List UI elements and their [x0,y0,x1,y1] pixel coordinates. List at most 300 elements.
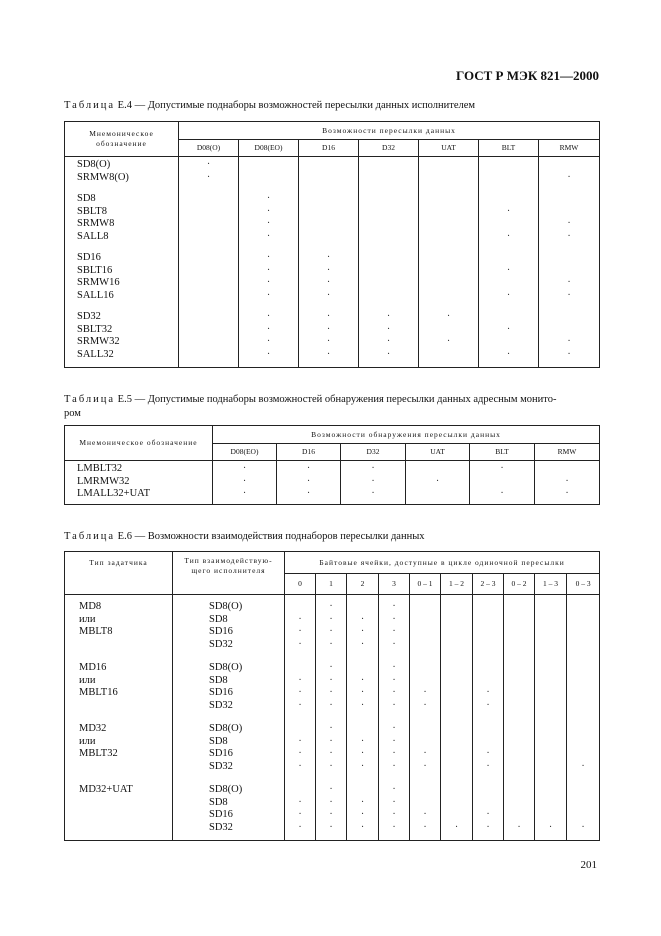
mark-group [504,723,534,773]
capability-mark [359,252,418,265]
master-type: MD8 [79,601,102,612]
table-e6-mark-cell [441,595,473,841]
byte-lane-mark [441,748,472,761]
byte-lane-mark [410,736,440,749]
mark-group [479,252,538,302]
group-gap [479,302,538,311]
subset-name: SBLT32 [77,323,113,335]
byte-lane-mark: · [329,699,333,711]
group-gap [316,712,346,723]
byte-lane-mark: · [329,784,333,795]
capability-mark: · [506,230,511,242]
group-gap [299,243,358,252]
capability-mark: · [326,323,331,335]
table-e5-mark-cell [535,461,600,505]
master-group [79,601,172,651]
name-group [77,193,178,243]
mark-group [347,784,378,834]
table-e4-mark-cell [419,157,479,368]
subset-name: SD8(O) [77,159,111,170]
table-e5-col-header: D08(EO) [213,443,277,461]
byte-lane-mark: · [329,748,333,759]
group-gap [77,243,178,252]
capability-mark: · [500,488,504,499]
capability-mark: · [326,348,331,360]
byte-lane-mark: · [298,760,302,772]
byte-lane-mark [473,626,503,639]
table-e6-slave-cell [173,595,285,841]
mark-group [285,784,315,834]
slave-type: SD32 [209,638,233,650]
group-gap [179,302,238,311]
byte-lane-mark [441,761,472,774]
mark-group [419,159,478,184]
mark-group [410,784,440,834]
byte-lane-mark [535,784,566,797]
mark-group [359,311,418,361]
byte-lane-mark: · [360,748,365,759]
master-type [79,761,172,774]
table-e4-mark-cell [479,157,539,368]
capability-mark [419,193,478,206]
group-gap [441,773,472,784]
capability-mark [179,193,238,206]
mark-group [504,784,534,834]
byte-lane-mark [347,723,378,736]
capability-mark: · [567,336,571,347]
capability-mark: · [266,323,271,335]
mark-group [539,311,599,361]
table-e4-col-header: BLT [479,139,539,157]
byte-lane-mark [504,614,534,627]
byte-lane-mark [504,700,534,713]
master-type: MBLT16 [79,687,118,698]
capability-mark [535,463,599,476]
capability-mark [179,349,238,362]
byte-lane-mark [535,700,566,713]
group-gap [359,184,418,193]
table-e6-caption [64,530,600,544]
capability-mark: · [371,488,375,499]
byte-lane-mark [504,601,534,614]
capability-mark [406,463,469,476]
capability-mark [359,277,418,290]
table-e5-mark-cell [213,461,277,505]
byte-lane-mark [285,662,315,675]
table-e6-col-header: 1 – 3 [535,573,567,595]
byte-lane-mark [567,748,599,761]
table-e4-name-cell [65,157,179,368]
mark-group [316,601,346,651]
byte-lane-mark: · [486,699,490,711]
byte-lane-mark [567,723,599,736]
table-e5-col-header: D32 [341,443,406,461]
subset-name: SRMW16 [77,277,120,288]
table-e5-name-cell [65,461,213,505]
byte-lane-mark [567,687,599,700]
byte-lane-mark: · [329,809,333,820]
byte-lane-mark: · [360,735,365,747]
byte-lane-mark [347,784,378,797]
group-gap [209,773,284,784]
capability-mark: · [567,348,571,360]
slave-type: SD32 [209,699,233,711]
table-e4-col-header: UAT [419,139,479,157]
mark-group [567,723,599,773]
mark-group [277,463,340,501]
byte-lane-mark [441,614,472,627]
byte-lane-mark: · [392,626,396,637]
byte-lane-mark: · [423,809,427,820]
capability-mark: · [206,171,211,183]
capability-mark: · [506,323,511,335]
capability-mark: · [371,475,375,487]
capability-mark: · [326,264,331,276]
table-e5-caption [64,393,600,421]
byte-lane-mark: · [423,760,427,772]
slave-type: SD8(O) [209,601,243,612]
table-e6-col-header: 0 – 2 [504,573,535,595]
byte-lane-mark: · [423,699,427,711]
mark-group [406,463,469,501]
byte-lane-mark [535,797,566,810]
table-e6-col-header: 1 [316,573,347,595]
capability-mark [299,159,358,172]
master-type [79,700,172,713]
capability-mark [539,193,599,206]
mark-group [410,601,440,651]
table-e4 [64,121,600,368]
master-type: MBLT8 [79,626,113,637]
capability-mark [539,265,599,278]
name-group [77,252,178,302]
capability-mark [359,265,418,278]
capability-mark [539,159,599,172]
byte-lane-mark [441,601,472,614]
master-type: MD32+UAT [79,784,133,795]
mark-group [347,723,378,773]
byte-lane-mark [441,639,472,652]
master-type [79,822,172,835]
byte-lane-mark [473,797,503,810]
table-e6-mark-cell [410,595,441,841]
group-gap [285,712,315,723]
master-type [79,639,172,652]
table-e5 [64,425,600,505]
table-e6-mark-cell [504,595,535,841]
capability-mark [359,218,418,231]
capability-mark: · [446,336,451,347]
byte-lane-mark: · [392,699,396,711]
byte-lane-mark: · [298,809,302,820]
mark-group [479,193,538,243]
group-gap [347,651,378,662]
capability-mark: · [266,205,271,217]
byte-lane-mark [504,639,534,652]
byte-lane-mark [504,797,534,810]
monitor-subset-name: LMALL32+UAT [77,488,150,499]
capability-mark: · [565,475,569,487]
table-e6-col-header: 2 [347,573,379,595]
byte-lane-mark [441,809,472,822]
byte-lane-mark: · [329,638,333,650]
mark-group [410,662,440,712]
mark-group [473,784,503,834]
byte-lane-mark: · [329,613,333,625]
capability-mark [419,349,478,362]
byte-lane-mark: · [392,748,396,759]
mark-group [179,193,238,243]
group-gap [504,712,534,723]
group-gap [539,184,599,193]
capability-mark: · [266,218,271,229]
slave-type: SD16 [209,809,233,820]
capability-mark: · [266,277,271,288]
mark-group [441,662,472,712]
group-gap [77,184,178,193]
byte-lane-mark: · [360,687,365,698]
table-e5-name-header: Мнемоническое обозначение [65,426,213,461]
subset-name: SBLT8 [77,205,107,217]
slave-type: SD16 [209,748,233,759]
mark-group [359,159,418,184]
mark-group [441,723,472,773]
slave-type: SD8 [209,674,228,686]
capability-mark [479,218,538,231]
mark-group [359,193,418,243]
subset-name: SBLT16 [77,264,113,276]
capability-mark [419,290,478,303]
table-e4-col-header: D08(EO) [239,139,299,157]
group-gap [479,184,538,193]
table-e6-master-header: Тип задатчика [65,552,173,595]
table-e5-mark-cell [277,461,341,505]
group-gap [77,302,178,311]
capability-mark: · [386,323,391,335]
byte-lane-mark [347,662,378,675]
byte-lane-mark: · [486,821,490,833]
group-gap [479,243,538,252]
capability-mark: · [306,463,311,474]
capability-mark [539,206,599,219]
capability-mark [419,172,478,185]
group-gap [359,243,418,252]
mark-group [504,662,534,712]
byte-lane-mark: · [329,796,333,808]
byte-lane-mark: · [392,735,396,747]
byte-lane-mark: · [298,626,302,637]
group-gap [179,184,238,193]
byte-lane-mark [410,723,440,736]
master-type [79,797,172,810]
group-gap [567,712,599,723]
table-e6-mark-cell [285,595,316,841]
master-type [79,809,172,822]
byte-lane-mark [535,761,566,774]
capability-mark [179,265,238,278]
group-gap [539,243,599,252]
mark-group [567,601,599,651]
byte-lane-mark: · [360,638,365,650]
mark-group [379,601,409,651]
subset-name: SD32 [77,311,101,322]
capability-mark [299,206,358,219]
capability-mark [419,206,478,219]
capability-mark: · [567,218,571,229]
capability-mark: · [266,348,271,360]
group-gap [285,773,315,784]
capability-mark [239,172,298,185]
mark-group [539,159,599,184]
capability-mark [179,324,238,337]
capability-mark: · [326,277,331,288]
capability-mark [299,231,358,244]
group-gap [239,184,298,193]
byte-lane-mark: · [360,674,365,686]
byte-lane-mark: · [329,760,333,772]
byte-lane-mark: · [298,613,302,625]
group-gap [299,302,358,311]
byte-lane-mark [285,784,315,797]
table-e4-mark-cell [299,157,359,368]
byte-lane-mark [567,736,599,749]
table-e6-col-header: 0 – 1 [410,573,441,595]
capability-mark [359,206,418,219]
byte-lane-mark [441,687,472,700]
byte-lane-mark [473,784,503,797]
byte-lane-mark [504,723,534,736]
group-gap [535,773,566,784]
table-e4-caption-text: Е.4 — Допустимые поднаборы возможностей пересылки данных исполнителем [117,100,476,111]
master-type: или [79,613,96,625]
mark-group [341,463,405,501]
table-e6-col-header: 1 – 2 [441,573,473,595]
table-e6-mark-cell [316,595,347,841]
subset-name: SD8 [77,193,96,204]
mark-group [535,601,566,651]
subset-name: SD16 [77,252,101,263]
capability-mark: · [266,311,271,322]
group-gap [419,243,478,252]
mark-group [379,723,409,773]
slave-group [209,662,284,712]
byte-lane-mark: · [360,699,365,711]
capability-mark: · [206,159,211,170]
mark-group [535,723,566,773]
byte-lane-mark: · [360,809,365,820]
capability-mark: · [266,336,271,347]
byte-lane-mark: · [360,760,365,772]
byte-lane-mark [535,675,566,688]
subset-name: SRMW8 [77,218,115,229]
mark-group [473,662,503,712]
byte-lane-mark [473,639,503,652]
byte-lane-mark: · [392,613,396,625]
group-gap [504,651,534,662]
name-group [77,159,178,184]
name-group [77,311,178,361]
master-type: или [79,735,96,747]
byte-lane-mark: · [298,687,302,698]
table-e6-slave-header: Тип взаимодействую- щего исполнителя [173,552,285,595]
capability-mark: · [326,289,331,301]
table-e4-col-header: D16 [299,139,359,157]
mark-group [567,784,599,834]
table-e6-mark-cell [473,595,504,841]
mark-group [379,784,409,834]
byte-lane-mark [410,662,440,675]
mark-group [539,252,599,302]
capability-mark: · [306,475,311,487]
capability-mark: · [266,264,271,276]
capability-mark: · [386,336,391,347]
byte-lane-mark: · [392,601,396,612]
table-e6-mark-cell [567,595,600,841]
byte-lane-mark [410,639,440,652]
capability-mark: · [242,488,247,499]
capability-mark [179,218,238,231]
byte-lane-mark [473,723,503,736]
capability-mark [299,218,358,231]
table-e6-col-header: 2 – 3 [473,573,504,595]
slave-type: SD16 [209,687,233,698]
slave-type: SD32 [209,760,233,772]
table-e5-caption-label: Таблица [64,394,116,405]
mark-group [299,193,358,243]
byte-lane-mark [410,626,440,639]
byte-lane-mark [504,784,534,797]
capability-mark [179,290,238,303]
group-gap [209,712,284,723]
group-gap [419,302,478,311]
byte-lane-mark: · [423,687,427,698]
group-gap [79,712,172,723]
capability-mark: · [242,463,247,474]
capability-mark [479,311,538,324]
table-e5-body-row [65,461,600,505]
byte-lane-mark: · [423,748,427,759]
capability-mark [179,336,238,349]
mark-group [239,193,298,243]
mark-group [285,662,315,712]
mark-group [347,662,378,712]
group-gap [535,651,566,662]
capability-mark [359,193,418,206]
capability-mark [479,336,538,349]
capability-mark: · [386,348,391,360]
byte-lane-mark: · [298,735,302,747]
mark-group [441,601,472,651]
byte-lane-mark [567,601,599,614]
byte-lane-mark: · [360,626,365,637]
mark-group [239,252,298,302]
capability-mark: · [506,264,511,276]
capability-mark [179,252,238,265]
byte-lane-mark: · [392,723,396,734]
byte-lane-mark [410,675,440,688]
capability-mark [419,265,478,278]
byte-lane-mark [535,626,566,639]
byte-lane-mark: · [392,760,396,772]
byte-lane-mark [410,601,440,614]
capability-mark [419,252,478,265]
mark-group [285,723,315,773]
mark-group [299,311,358,361]
monitor-subset-name: LMRMW32 [77,475,130,487]
byte-lane-mark [285,723,315,736]
mark-group [479,159,538,184]
byte-lane-mark: · [360,613,365,625]
